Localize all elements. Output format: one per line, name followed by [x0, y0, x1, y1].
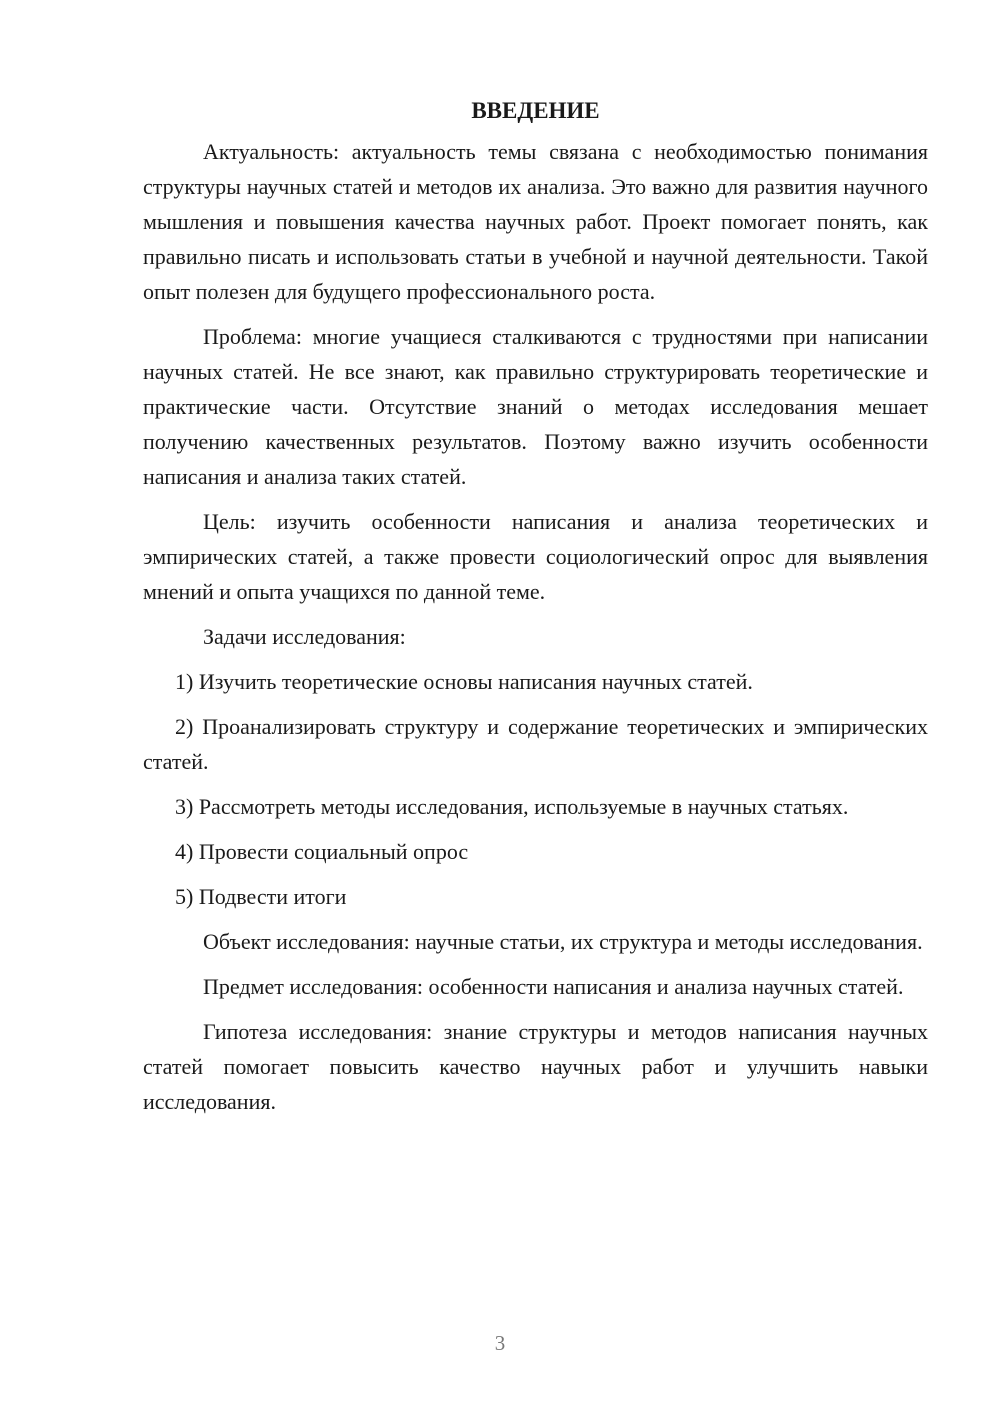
task-item-5: 5) Подвести итоги — [175, 884, 347, 909]
paragraph-subject: Предмет исследования: особенности написания и анализа научных статей. — [203, 974, 904, 999]
document-page — [143, 92, 928, 1129]
paragraph-relevance: Актуальность: актуальность темы связана с необходимостью понимания структуры научных статей и методов их анализа. Это важно для развития научного мышления и повышения качества научных работ. Проект помогает понять, как правильно писать и использовать статьи в учебной и научной деятельности. Такой опыт полезен для будущего профессионального роста. — [143, 139, 928, 304]
tasks-heading: Задачи исследования: — [203, 624, 406, 649]
paragraph-hypothesis: Гипотеза исследования: знание структуры и методов написания научных статей помогает повысить качество научных работ и улучшить навыки исследования. — [143, 1019, 928, 1114]
paragraph-object: Объект исследования: научные статьи, их структура и методы исследования. — [203, 929, 923, 954]
task-item-1: 1) Изучить теоретические основы написания научных статей. — [175, 669, 753, 694]
page-title: ВВЕДЕНИЕ — [471, 98, 600, 123]
page-number: 3 — [494, 1331, 506, 1355]
paragraph-problem: Проблема: многие учащиеся сталкиваются с трудностями при написании научных статей. Не все знают, как правильно структурировать теоретические и практические части. Отсутствие знаний о методах исследования мешает получению качественных результатов. Поэтому важно изучить особенности написания и анализа таких статей. — [143, 324, 928, 489]
paragraph-goal: Цель: изучить особенности написания и анализа теоретических и эмпирических статей, а также провести социологический опрос для выявления мнений и опыта учащихся по данной теме. — [143, 509, 928, 604]
task-item-4: 4) Провести социальный опрос — [175, 839, 469, 864]
task-item-3: 3) Рассмотреть методы исследования, используемые в научных статьях. — [175, 794, 849, 819]
task-item-2: 2) Проанализировать структуру и содержание теоретических и эмпирических статей. — [143, 714, 928, 774]
